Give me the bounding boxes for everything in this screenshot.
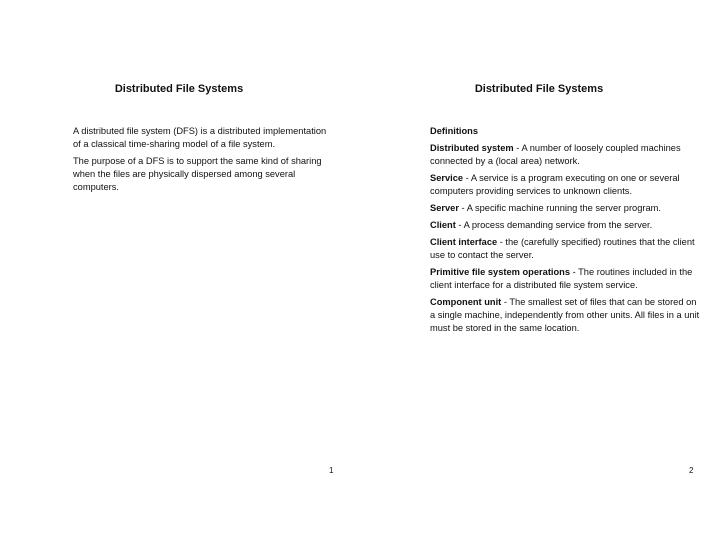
definition-term: Client [430,220,456,230]
definition-text: - the (carefully specified) routines that the client use to contact the server. [430,237,695,260]
page-body [73,125,335,198]
definition-item [430,172,700,198]
definition-text: - The routines included in the client interface for a distributed file system service. [430,267,693,290]
definition-item [430,266,700,292]
page-title: Distributed File Systems [474,83,604,95]
page-number: 2 [689,466,694,475]
definition-term: Primitive file system operations [430,267,571,277]
paragraph: The purpose of a DFS is to support the same kind of sharing when the files are physically dispersed among several computers. [73,156,322,192]
definition-text: - A service is a program executing on one or several computers providing services to unknown clients. [430,173,680,196]
slide-page-2 [360,0,720,557]
paragraph: A distributed file system (DFS) is a distributed implementation of a classical time-sharing model of a file system. [73,126,327,149]
definition-text: - A specific machine running the server program. [458,203,661,213]
page-title: Distributed File Systems [114,83,244,95]
definition-item [430,219,700,232]
definition-text: - The smallest set of files that can be stored on a single machine, independently from other units. All files in a unit must be stored in the same location. [430,297,700,333]
definition-term: Service [430,173,464,183]
definition-text: - A process demanding service from the server. [455,220,653,230]
definition-term: Component unit [430,297,502,307]
definitions-heading: Definitions [430,126,479,136]
definitions-list [430,125,700,339]
definition-term: Client interface [430,237,498,247]
definition-term: Server [430,203,459,213]
definition-term: Distributed system [430,143,514,153]
definition-item [430,296,700,335]
page-number: 1 [329,466,334,475]
definition-text: - A number of loosely coupled machines connected by a (local area) network. [430,143,681,166]
definition-item [430,236,700,262]
definition-item [430,142,700,168]
definition-item [430,202,700,215]
